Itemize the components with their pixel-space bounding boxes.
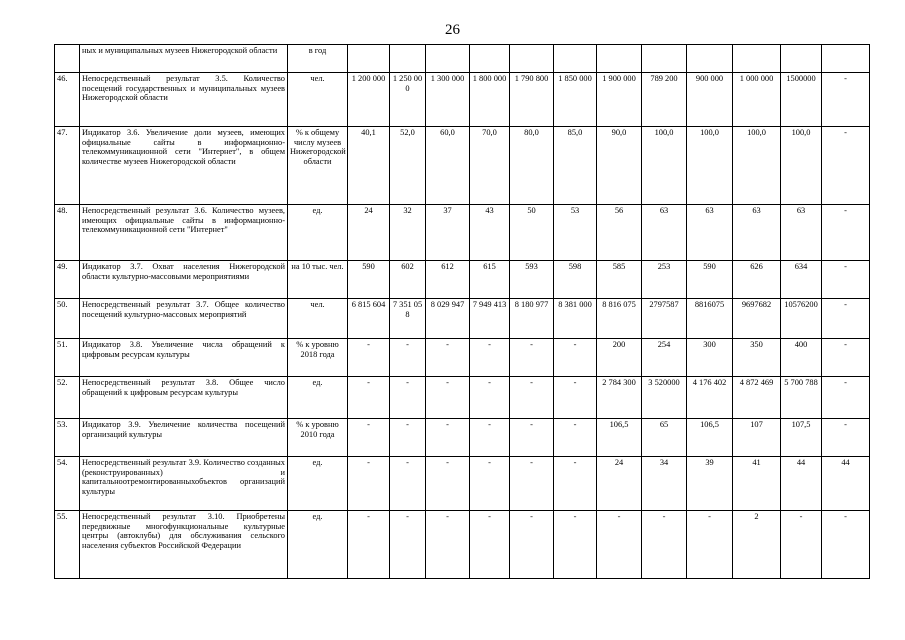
value-cell: 44	[781, 457, 822, 511]
row-number-cell: 49.	[55, 261, 80, 299]
value-cell: 8 029 947	[426, 299, 470, 339]
value-cell: -	[510, 457, 554, 511]
description-cell: Непосредственный результат 3.9. Количество созданных (реконструированных) и капитальноотремонтированныхобъектов организаций культуры	[80, 457, 288, 511]
value-cell: 7 351 058	[390, 299, 426, 339]
value-cell: 100,0	[687, 127, 733, 205]
value-cell: -	[822, 127, 870, 205]
value-cell: -	[554, 419, 597, 457]
value-cell: 200	[597, 339, 642, 377]
value-cell: -	[348, 419, 390, 457]
description-cell: Непосредственный результат 3.7. Общее количество посещений культурно-массовых мероприятий	[80, 299, 288, 339]
value-cell: 70,0	[470, 127, 510, 205]
value-cell: 10576200	[781, 299, 822, 339]
value-cell: 41	[733, 457, 781, 511]
value-cell: 8 381 000	[554, 299, 597, 339]
description-cell: Индикатор 3.6. Увеличение доли музеев, имеющих официальные сайты в информационно-телекоммуникационной сети "Интернет", в общем количестве музеев Нижегородской области	[80, 127, 288, 205]
value-cell: -	[822, 511, 870, 579]
value-cell	[822, 45, 870, 73]
value-cell: 60,0	[426, 127, 470, 205]
value-cell: 44	[822, 457, 870, 511]
value-cell: 100,0	[733, 127, 781, 205]
value-cell: 612	[426, 261, 470, 299]
value-cell	[642, 45, 687, 73]
row-number-cell: 51.	[55, 339, 80, 377]
value-cell: 100,0	[642, 127, 687, 205]
value-cell: -	[554, 377, 597, 419]
value-cell: -	[822, 205, 870, 261]
value-cell: -	[510, 377, 554, 419]
table-row	[55, 205, 870, 261]
unit-cell: % к общему числу музеев Нижегородской области	[288, 127, 348, 205]
value-cell: 8 816 075	[597, 299, 642, 339]
value-cell: 615	[470, 261, 510, 299]
value-cell: 626	[733, 261, 781, 299]
value-cell: 1 000 000	[733, 73, 781, 127]
value-cell: -	[470, 377, 510, 419]
value-cell: -	[470, 511, 510, 579]
description-cell: Непосредственный результат 3.8. Общее число обращений к цифровым ресурсам культуры	[80, 377, 288, 419]
value-cell: 3 520000	[642, 377, 687, 419]
value-cell: 2 784 300	[597, 377, 642, 419]
value-cell: -	[426, 377, 470, 419]
value-cell: 400	[781, 339, 822, 377]
value-cell: 106,5	[687, 419, 733, 457]
value-cell: 585	[597, 261, 642, 299]
description-cell: ных и муниципальных музеев Нижегородской области	[80, 45, 288, 73]
value-cell	[348, 45, 390, 73]
value-cell: 1 900 000	[597, 73, 642, 127]
value-cell: -	[348, 511, 390, 579]
value-cell: 85,0	[554, 127, 597, 205]
value-cell	[390, 45, 426, 73]
value-cell: 598	[554, 261, 597, 299]
unit-cell: ед.	[288, 377, 348, 419]
value-cell: 40,1	[348, 127, 390, 205]
row-number-cell: 46.	[55, 73, 80, 127]
value-cell: -	[470, 339, 510, 377]
description-cell: Непосредственный результат 3.5. Количество посещений государственных и муниципальных музеев Нижегородской области	[80, 73, 288, 127]
value-cell: 789 200	[642, 73, 687, 127]
value-cell: -	[390, 339, 426, 377]
value-cell: -	[554, 339, 597, 377]
value-cell: -	[822, 377, 870, 419]
unit-cell: % к уровню 2018 года	[288, 339, 348, 377]
value-cell: 24	[348, 205, 390, 261]
value-cell: 4 872 469	[733, 377, 781, 419]
value-cell: -	[781, 511, 822, 579]
value-cell: -	[822, 73, 870, 127]
value-cell: 593	[510, 261, 554, 299]
value-cell: 32	[390, 205, 426, 261]
value-cell	[687, 45, 733, 73]
value-cell: 1 250 000	[390, 73, 426, 127]
value-cell: 65	[642, 419, 687, 457]
value-cell	[781, 45, 822, 73]
value-cell: -	[597, 511, 642, 579]
table-row	[55, 339, 870, 377]
value-cell: 1 850 000	[554, 73, 597, 127]
value-cell: -	[390, 511, 426, 579]
value-cell: -	[426, 511, 470, 579]
value-cell: 39	[687, 457, 733, 511]
table-row	[55, 511, 870, 579]
value-cell: -	[426, 419, 470, 457]
unit-cell: ед.	[288, 457, 348, 511]
value-cell: 80,0	[510, 127, 554, 205]
value-cell: -	[822, 261, 870, 299]
table-row	[55, 73, 870, 127]
table-row	[55, 45, 870, 73]
value-cell: 7 949 413	[470, 299, 510, 339]
value-cell: 6 815 604	[348, 299, 390, 339]
value-cell: -	[470, 419, 510, 457]
value-cell: 63	[642, 205, 687, 261]
value-cell: 590	[348, 261, 390, 299]
value-cell: -	[348, 339, 390, 377]
unit-cell: в год	[288, 45, 348, 73]
value-cell: 34	[642, 457, 687, 511]
value-cell	[426, 45, 470, 73]
value-cell: 4 176 402	[687, 377, 733, 419]
value-cell	[554, 45, 597, 73]
value-cell: 300	[687, 339, 733, 377]
row-number-cell: 54.	[55, 457, 80, 511]
unit-cell: % к уровню 2010 года	[288, 419, 348, 457]
value-cell: 63	[687, 205, 733, 261]
value-cell: 1 200 000	[348, 73, 390, 127]
value-cell: 107,5	[781, 419, 822, 457]
row-number-cell: 52.	[55, 377, 80, 419]
value-cell: 1 790 800	[510, 73, 554, 127]
value-cell: 8 180 977	[510, 299, 554, 339]
value-cell: -	[510, 339, 554, 377]
value-cell: 100,0	[781, 127, 822, 205]
value-cell: 52,0	[390, 127, 426, 205]
table-row	[55, 261, 870, 299]
value-cell: 9697682	[733, 299, 781, 339]
value-cell: 1500000	[781, 73, 822, 127]
value-cell: 37	[426, 205, 470, 261]
description-cell: Непосредственный результат 3.10. Приобретены передвижные многофункциональные культурные центры (автоклубы) для обслуживания сельского населения субъектов Российской Федерации	[80, 511, 288, 579]
unit-cell: чел.	[288, 73, 348, 127]
page-number: 26	[445, 22, 460, 38]
row-number-cell: 48.	[55, 205, 80, 261]
indicator-table	[54, 44, 870, 579]
table-row	[55, 419, 870, 457]
table-row	[55, 377, 870, 419]
unit-cell: ед.	[288, 205, 348, 261]
value-cell: 634	[781, 261, 822, 299]
table-body	[55, 45, 870, 579]
description-cell: Непосредственный результат 3.6. Количество музеев, имеющих официальные сайты в информационно-телекоммуникационной сети "Интернет"	[80, 205, 288, 261]
value-cell	[470, 45, 510, 73]
unit-cell: чел.	[288, 299, 348, 339]
value-cell: -	[470, 457, 510, 511]
value-cell: 63	[733, 205, 781, 261]
description-cell: Индикатор 3.9. Увеличение количества посещений организаций культуры	[80, 419, 288, 457]
value-cell: 24	[597, 457, 642, 511]
value-cell: -	[510, 511, 554, 579]
unit-cell: ед.	[288, 511, 348, 579]
table-row	[55, 457, 870, 511]
value-cell: -	[554, 511, 597, 579]
value-cell: 43	[470, 205, 510, 261]
value-cell	[510, 45, 554, 73]
value-cell: 63	[781, 205, 822, 261]
value-cell: 1 300 000	[426, 73, 470, 127]
value-cell: 254	[642, 339, 687, 377]
value-cell: -	[822, 419, 870, 457]
value-cell: -	[390, 377, 426, 419]
value-cell: 90,0	[597, 127, 642, 205]
description-cell: Индикатор 3.8. Увеличение числа обращений к цифровым ресурсам культуры	[80, 339, 288, 377]
value-cell: -	[348, 377, 390, 419]
value-cell: 590	[687, 261, 733, 299]
value-cell: -	[822, 339, 870, 377]
value-cell: 56	[597, 205, 642, 261]
value-cell: -	[822, 299, 870, 339]
row-number-cell: 53.	[55, 419, 80, 457]
value-cell: -	[687, 511, 733, 579]
value-cell: 106,5	[597, 419, 642, 457]
value-cell	[597, 45, 642, 73]
row-number-cell: 47.	[55, 127, 80, 205]
value-cell: 602	[390, 261, 426, 299]
value-cell: 900 000	[687, 73, 733, 127]
value-cell: 253	[642, 261, 687, 299]
value-cell	[733, 45, 781, 73]
value-cell: -	[426, 457, 470, 511]
value-cell: -	[426, 339, 470, 377]
value-cell: 2	[733, 511, 781, 579]
value-cell: -	[390, 419, 426, 457]
row-number-cell: 55.	[55, 511, 80, 579]
description-cell: Индикатор 3.7. Охват населения Нижегородской области культурно-массовыми мероприятиями	[80, 261, 288, 299]
value-cell: 8816075	[687, 299, 733, 339]
value-cell: -	[510, 419, 554, 457]
value-cell: 2797587	[642, 299, 687, 339]
value-cell: 107	[733, 419, 781, 457]
row-number-cell: 50.	[55, 299, 80, 339]
value-cell: 350	[733, 339, 781, 377]
value-cell: 50	[510, 205, 554, 261]
value-cell: -	[642, 511, 687, 579]
value-cell: -	[348, 457, 390, 511]
row-number-cell	[55, 45, 80, 73]
value-cell: 5 700 788	[781, 377, 822, 419]
value-cell: -	[554, 457, 597, 511]
value-cell: 53	[554, 205, 597, 261]
value-cell: 1 800 000	[470, 73, 510, 127]
unit-cell: на 10 тыс. чел.	[288, 261, 348, 299]
table-row	[55, 299, 870, 339]
value-cell: -	[390, 457, 426, 511]
table-row	[55, 127, 870, 205]
